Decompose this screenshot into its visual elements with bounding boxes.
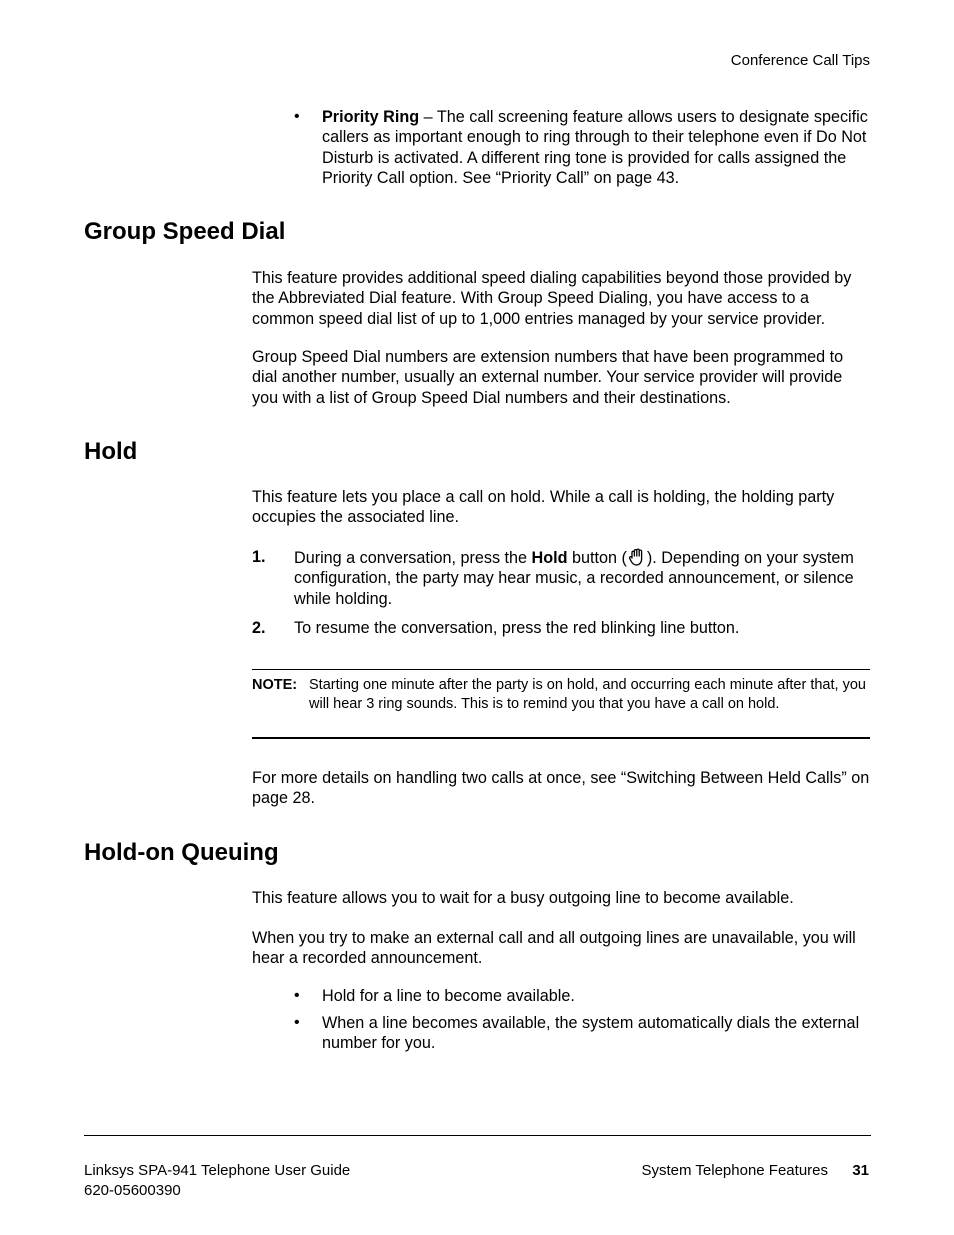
step-text: During a conversation, press the (294, 549, 532, 567)
note-box (252, 676, 870, 714)
step-text: ). Depending on your system configuration, the party may hear music, a recorded announcement, or silence while holding. (294, 549, 854, 608)
footer-doc-number: 620-05600390 (84, 1182, 181, 1199)
step-text: button ( (567, 549, 627, 567)
priority-ring-description: – The call screening feature allows users to designate specific callers as important enough to ring through to their telephone even if Do Not Disturb is activated. A different ring tone is provided for calls assigned the Priority Call option. See “Priority Call” on page 43. (322, 108, 868, 187)
note-top-rule (252, 669, 870, 670)
page-number: 31 (852, 1162, 869, 1179)
footer-chapter-title: System Telephone Features (641, 1162, 828, 1179)
step-number: 1. (252, 548, 266, 566)
step-number: 2. (252, 619, 266, 637)
hold-more-details: For more details on handling two calls at once, see “Switching Between Held Calls” on page 28. (252, 769, 870, 808)
hold-button-label: Hold (531, 549, 568, 567)
bullet-marker: • (294, 987, 300, 1004)
priority-ring-item (322, 107, 870, 188)
note-bottom-rule (252, 737, 870, 739)
list-item: Hold for a line to become available. (322, 987, 575, 1005)
group-speed-dial-paragraph-2: Group Speed Dial numbers are extension numbers that have been programmed to dial another number, usually an external number. Your service provider will provide you with a list of Group Speed Dial numbers and their destinations. (252, 348, 844, 407)
hold-on-queuing-paragraph-1: This feature allows you to wait for a busy outgoing line to become available. (252, 889, 794, 907)
note-text: Starting one minute after the party is on hold, and occurring each minute after that, you will hear 3 ring sounds. This is to remind you that you have a call on hold. (309, 677, 866, 712)
hold-step-1 (294, 547, 872, 609)
running-header: Conference Call Tips (730, 52, 870, 69)
section-title-group-speed-dial: Group Speed Dial (84, 218, 286, 245)
hold-intro-paragraph: This feature lets you place a call on hold. While a call is holding, the holding party occupies the associated line. (252, 488, 835, 527)
hold-step-2: To resume the conversation, press the red blinking line button. (294, 619, 740, 637)
bullet-marker: • (294, 1014, 300, 1031)
hand-hold-icon (627, 547, 647, 567)
footer-guide-title: Linksys SPA-941 Telephone User Guide (84, 1162, 351, 1179)
section-title-hold-on-queuing: Hold-on Queuing (84, 839, 279, 866)
section-title-hold: Hold (84, 438, 138, 465)
footer-rule (84, 1135, 871, 1136)
hold-on-queuing-paragraph-2: When you try to make an external call and all outgoing lines are unavailable, you will hear a recorded announcement. (252, 929, 856, 968)
note-label: NOTE: (252, 677, 298, 693)
bullet-marker: • (294, 108, 300, 125)
list-item: When a line becomes available, the system automatically dials the external number for you. (322, 1014, 860, 1053)
group-speed-dial-paragraph-1: This feature provides additional speed dialing capabilities beyond those provided by the Abbreviated Dial feature. With Group Speed Dialing, you have access to a common speed dial list of up to 1,000 entries managed by your service provider. (252, 269, 852, 328)
priority-ring-term: Priority Ring (322, 108, 420, 126)
